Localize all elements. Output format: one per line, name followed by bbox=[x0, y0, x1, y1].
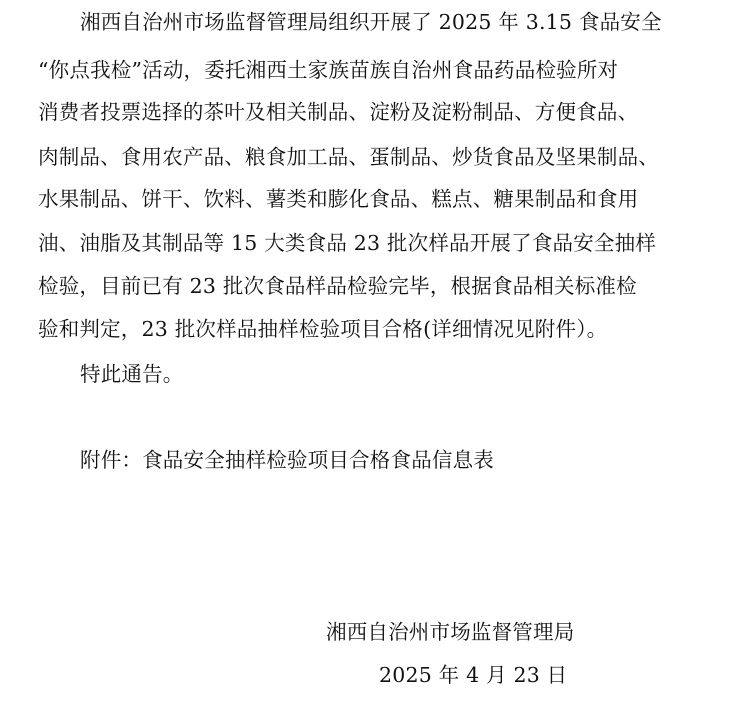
closing-text: 特此通告。 bbox=[80, 362, 184, 386]
issue-date: 2025 年 4 月 23 日 bbox=[379, 663, 568, 687]
body-line-6: 油、油脂及其制品等 15 大类食品 23 批次样品开展了食品安全抽样 bbox=[38, 231, 657, 255]
body-line-2: “你点我检”活动，委托湘西土家族苗族自治州食品药品检验所对 bbox=[38, 58, 619, 82]
attachment-line: 附件：食品安全抽样检验项目合格食品信息表 bbox=[80, 448, 494, 472]
body-line-4: 肉制品、食用农产品、粮食加工品、蛋制品、炒货食品及坚果制品、 bbox=[38, 145, 659, 169]
body-line-3: 消费者投票选择的茶叶及相关制品、淀粉及淀粉制品、方便食品、 bbox=[38, 100, 639, 124]
body-line-7: 检验，目前已有 23 批次食品样品检验完毕，根据食品相关标准检 bbox=[38, 274, 637, 298]
issuer-signature: 湘西自治州市场监督管理局 bbox=[326, 620, 575, 644]
body-line-5: 水果制品、饼干、饮料、薯类和膨化食品、糕点、糖果制品和食用 bbox=[38, 187, 639, 211]
body-line-1: 湘西自治州市场监督管理局组织开展了 2025 年 3.15 食品安全 bbox=[80, 10, 662, 34]
body-line-8: 验和判定，23 批次样品抽样检验项目合格(详细情况见附件）。 bbox=[38, 317, 608, 341]
